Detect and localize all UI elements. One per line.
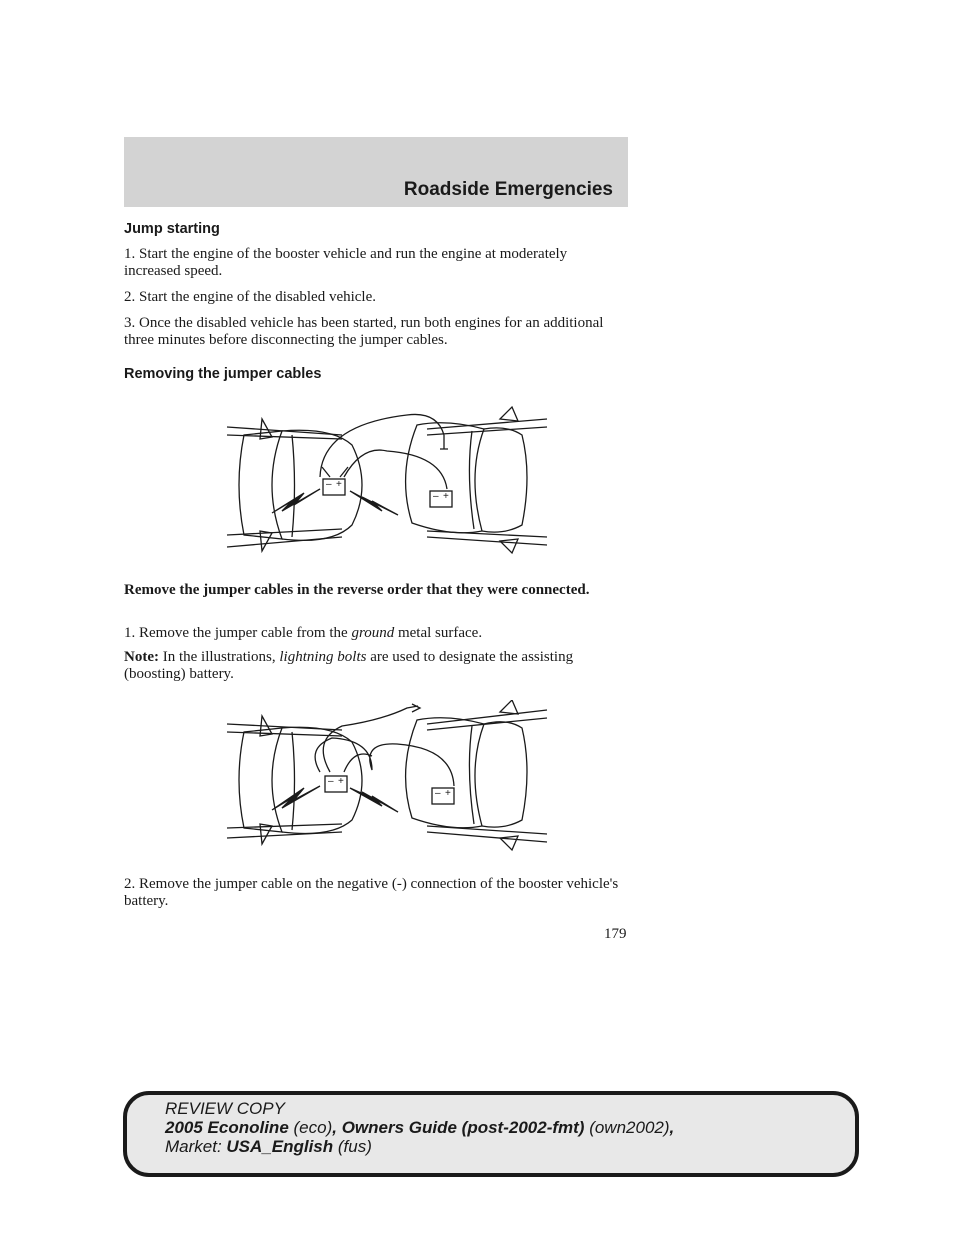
footer-model: 2005 Econoline xyxy=(165,1118,289,1137)
battery-minus-label: – xyxy=(326,479,332,490)
footer-separator: , xyxy=(669,1118,675,1137)
battery-plus-label: + xyxy=(338,776,344,787)
battery-plus-label: + xyxy=(336,479,342,490)
footer-market-code: (fus) xyxy=(333,1137,372,1156)
battery-minus-label: – xyxy=(328,776,334,787)
footer-review-copy: REVIEW COPY xyxy=(165,1099,285,1118)
note-text: In the illustrations, xyxy=(158,649,280,665)
footer-guide: Owners Guide (post-2002-fmt) xyxy=(341,1118,585,1137)
section-title: Roadside Emergencies xyxy=(403,179,613,200)
review-copy-footer xyxy=(123,1091,859,1177)
battery-plus-label: + xyxy=(443,491,449,502)
battery-minus-label: – xyxy=(433,491,439,502)
footer-market: USA_English xyxy=(226,1137,334,1156)
remove-step-2: 2. Remove the jumper cable on the negative (-) connection of the booster vehicle's battery. xyxy=(124,876,619,909)
footer-model-code: (eco) xyxy=(288,1118,333,1137)
footer-market-label: Market: xyxy=(165,1137,227,1156)
footer-publication-line xyxy=(165,1118,674,1137)
footer-guide-code: (own2002) xyxy=(584,1118,670,1137)
remove-step-1 xyxy=(124,625,624,642)
jump-step-3: 3. Once the disabled vehicle has been started, run both engines for an additional three minutes before disconnecting the jumper cables. xyxy=(124,315,604,348)
removing-cables-heading: Removing the jumper cables xyxy=(124,366,322,382)
note-text-end: are used to designate the assisting (boosting) battery. xyxy=(124,649,574,682)
jump-starting-heading: Jump starting xyxy=(124,221,220,237)
note-emphasis: lightning bolts xyxy=(279,649,367,665)
illustration-note xyxy=(124,649,624,683)
section-header-band xyxy=(124,137,628,207)
jump-step-1: 1. Start the engine of the booster vehicle and run the engine at moderately increased speed. xyxy=(124,246,568,279)
jumper-cables-illustration-1 xyxy=(222,405,552,565)
jumper-cables-illustration-2 xyxy=(222,700,552,860)
footer-market-line xyxy=(165,1137,674,1156)
reverse-order-instruction: Remove the jumper cables in the reverse order that they were connected. xyxy=(124,582,590,598)
footer-separator: , xyxy=(332,1118,342,1137)
page-number: 179 xyxy=(604,926,627,942)
battery-minus-label: – xyxy=(435,788,441,799)
battery-plus-label: + xyxy=(445,788,451,799)
remove-step-1-text-end: metal surface. xyxy=(394,625,483,641)
jump-step-2: 2. Start the engine of the disabled vehicle. xyxy=(124,289,377,305)
remove-step-1-emphasis: ground xyxy=(351,625,395,641)
footer-text xyxy=(165,1099,674,1156)
note-label: Note: xyxy=(124,649,159,665)
remove-step-1-text: 1. Remove the jumper cable from the xyxy=(124,625,352,641)
